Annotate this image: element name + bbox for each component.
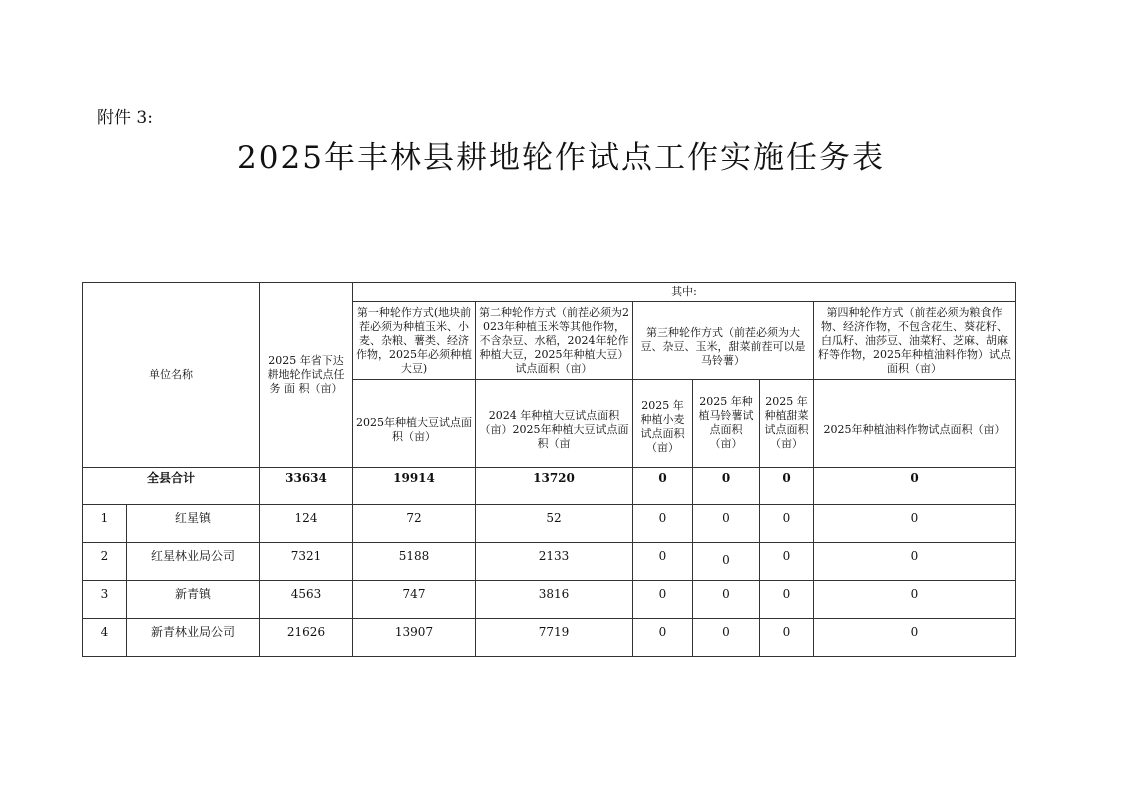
task-area: 4563 <box>260 581 353 619</box>
task-area: 21626 <box>260 619 353 657</box>
beet-area: 0 <box>760 505 814 543</box>
mode3-header: 第三种轮作方式（前茬必须为大豆、杂豆、玉米，甜菜前茬可以是马铃薯） <box>633 302 814 380</box>
soy-area: 747 <box>353 581 476 619</box>
wheat-area: 0 <box>633 619 693 657</box>
beet-2025-header: 2025 年种植甜菜试点面积（亩） <box>760 380 814 468</box>
total-oil: 0 <box>814 468 1016 505</box>
beet-area: 0 <box>760 619 814 657</box>
mode1-header: 第一种轮作方式(地块前茬必须为种植玉米、小麦、杂粮、薯类、经济作物，2025年必须种植大豆) <box>353 302 476 380</box>
table-row <box>83 581 1016 619</box>
soy-2025-header: 2025年种植大豆试点面积（亩） <box>353 380 476 468</box>
total-soy: 19914 <box>353 468 476 505</box>
total-task: 33634 <box>260 468 353 505</box>
mode2-area-header: 2024 年种植大豆试点面积（亩）2025年种植大豆试点面积（亩 <box>476 380 633 468</box>
row-number: 3 <box>83 581 127 619</box>
unit-name: 新青镇 <box>127 581 260 619</box>
potato-area: 0 <box>693 505 760 543</box>
potato-2025-header: 2025 年种植马铃薯试点面积（亩） <box>693 380 760 468</box>
soy-area: 5188 <box>353 543 476 581</box>
row-number: 1 <box>83 505 127 543</box>
rotation-task-table <box>82 282 1016 657</box>
mode2-header: 第二种轮作方式（前茬必须为2023年种植玉米等其他作物，不含杂豆、水稻，2024年轮作种植大豆，2025年种植大豆）试点面积（亩） <box>476 302 633 380</box>
mode4-header: 第四种轮作方式（前茬必须为粮食作物、经济作物，不包含花生、葵花籽、白瓜籽、油莎豆、油菜籽、芝麻、胡麻籽等作物，2025年种植油料作物）试点面积（亩） <box>814 302 1016 380</box>
total-wheat: 0 <box>633 468 693 505</box>
wheat-2025-header: 2025 年种植小麦试点面积（亩） <box>633 380 693 468</box>
mode2-area: 52 <box>476 505 633 543</box>
total-label: 全县合计 <box>83 468 260 505</box>
total-row <box>83 468 1016 505</box>
potato-area: 0 <box>693 619 760 657</box>
page-title: 2025年丰林县耕地轮作试点工作实施任务表 <box>237 140 885 176</box>
total-potato: 0 <box>693 468 760 505</box>
row-number: 2 <box>83 543 127 581</box>
task-area: 7321 <box>260 543 353 581</box>
mode2-area: 3816 <box>476 581 633 619</box>
beet-area: 0 <box>760 581 814 619</box>
wheat-area: 0 <box>633 543 693 581</box>
soy-area: 13907 <box>353 619 476 657</box>
mode2-area: 2133 <box>476 543 633 581</box>
unit-name: 红星林业局公司 <box>127 543 260 581</box>
oil-area: 0 <box>814 505 1016 543</box>
task-area-header: 2025 年省下达耕地轮作试点任 务 面 积（亩） <box>260 283 353 468</box>
wheat-area: 0 <box>633 581 693 619</box>
oil-area: 0 <box>814 619 1016 657</box>
unit-name-header: 单位名称 <box>83 283 260 468</box>
potato-area: 0 <box>693 581 760 619</box>
mode2-area: 7719 <box>476 619 633 657</box>
soy-area: 72 <box>353 505 476 543</box>
oil-area: 0 <box>814 581 1016 619</box>
table-row <box>83 505 1016 543</box>
unit-name: 红星镇 <box>127 505 260 543</box>
unit-name: 新青林业局公司 <box>127 619 260 657</box>
oil-2025-header: 2025年种植油料作物试点面积（亩） <box>814 380 1016 468</box>
attachment-label: 附件 3: <box>97 108 153 128</box>
wheat-area: 0 <box>633 505 693 543</box>
table-row <box>83 619 1016 657</box>
potato-area: 0 <box>693 543 760 581</box>
of-which-header: 其中: <box>353 283 1016 302</box>
total-mode2: 13720 <box>476 468 633 505</box>
total-beet: 0 <box>760 468 814 505</box>
beet-area: 0 <box>760 543 814 581</box>
row-number: 4 <box>83 619 127 657</box>
oil-area: 0 <box>814 543 1016 581</box>
header-row-1 <box>83 283 1016 302</box>
task-area: 124 <box>260 505 353 543</box>
table-row <box>83 543 1016 581</box>
